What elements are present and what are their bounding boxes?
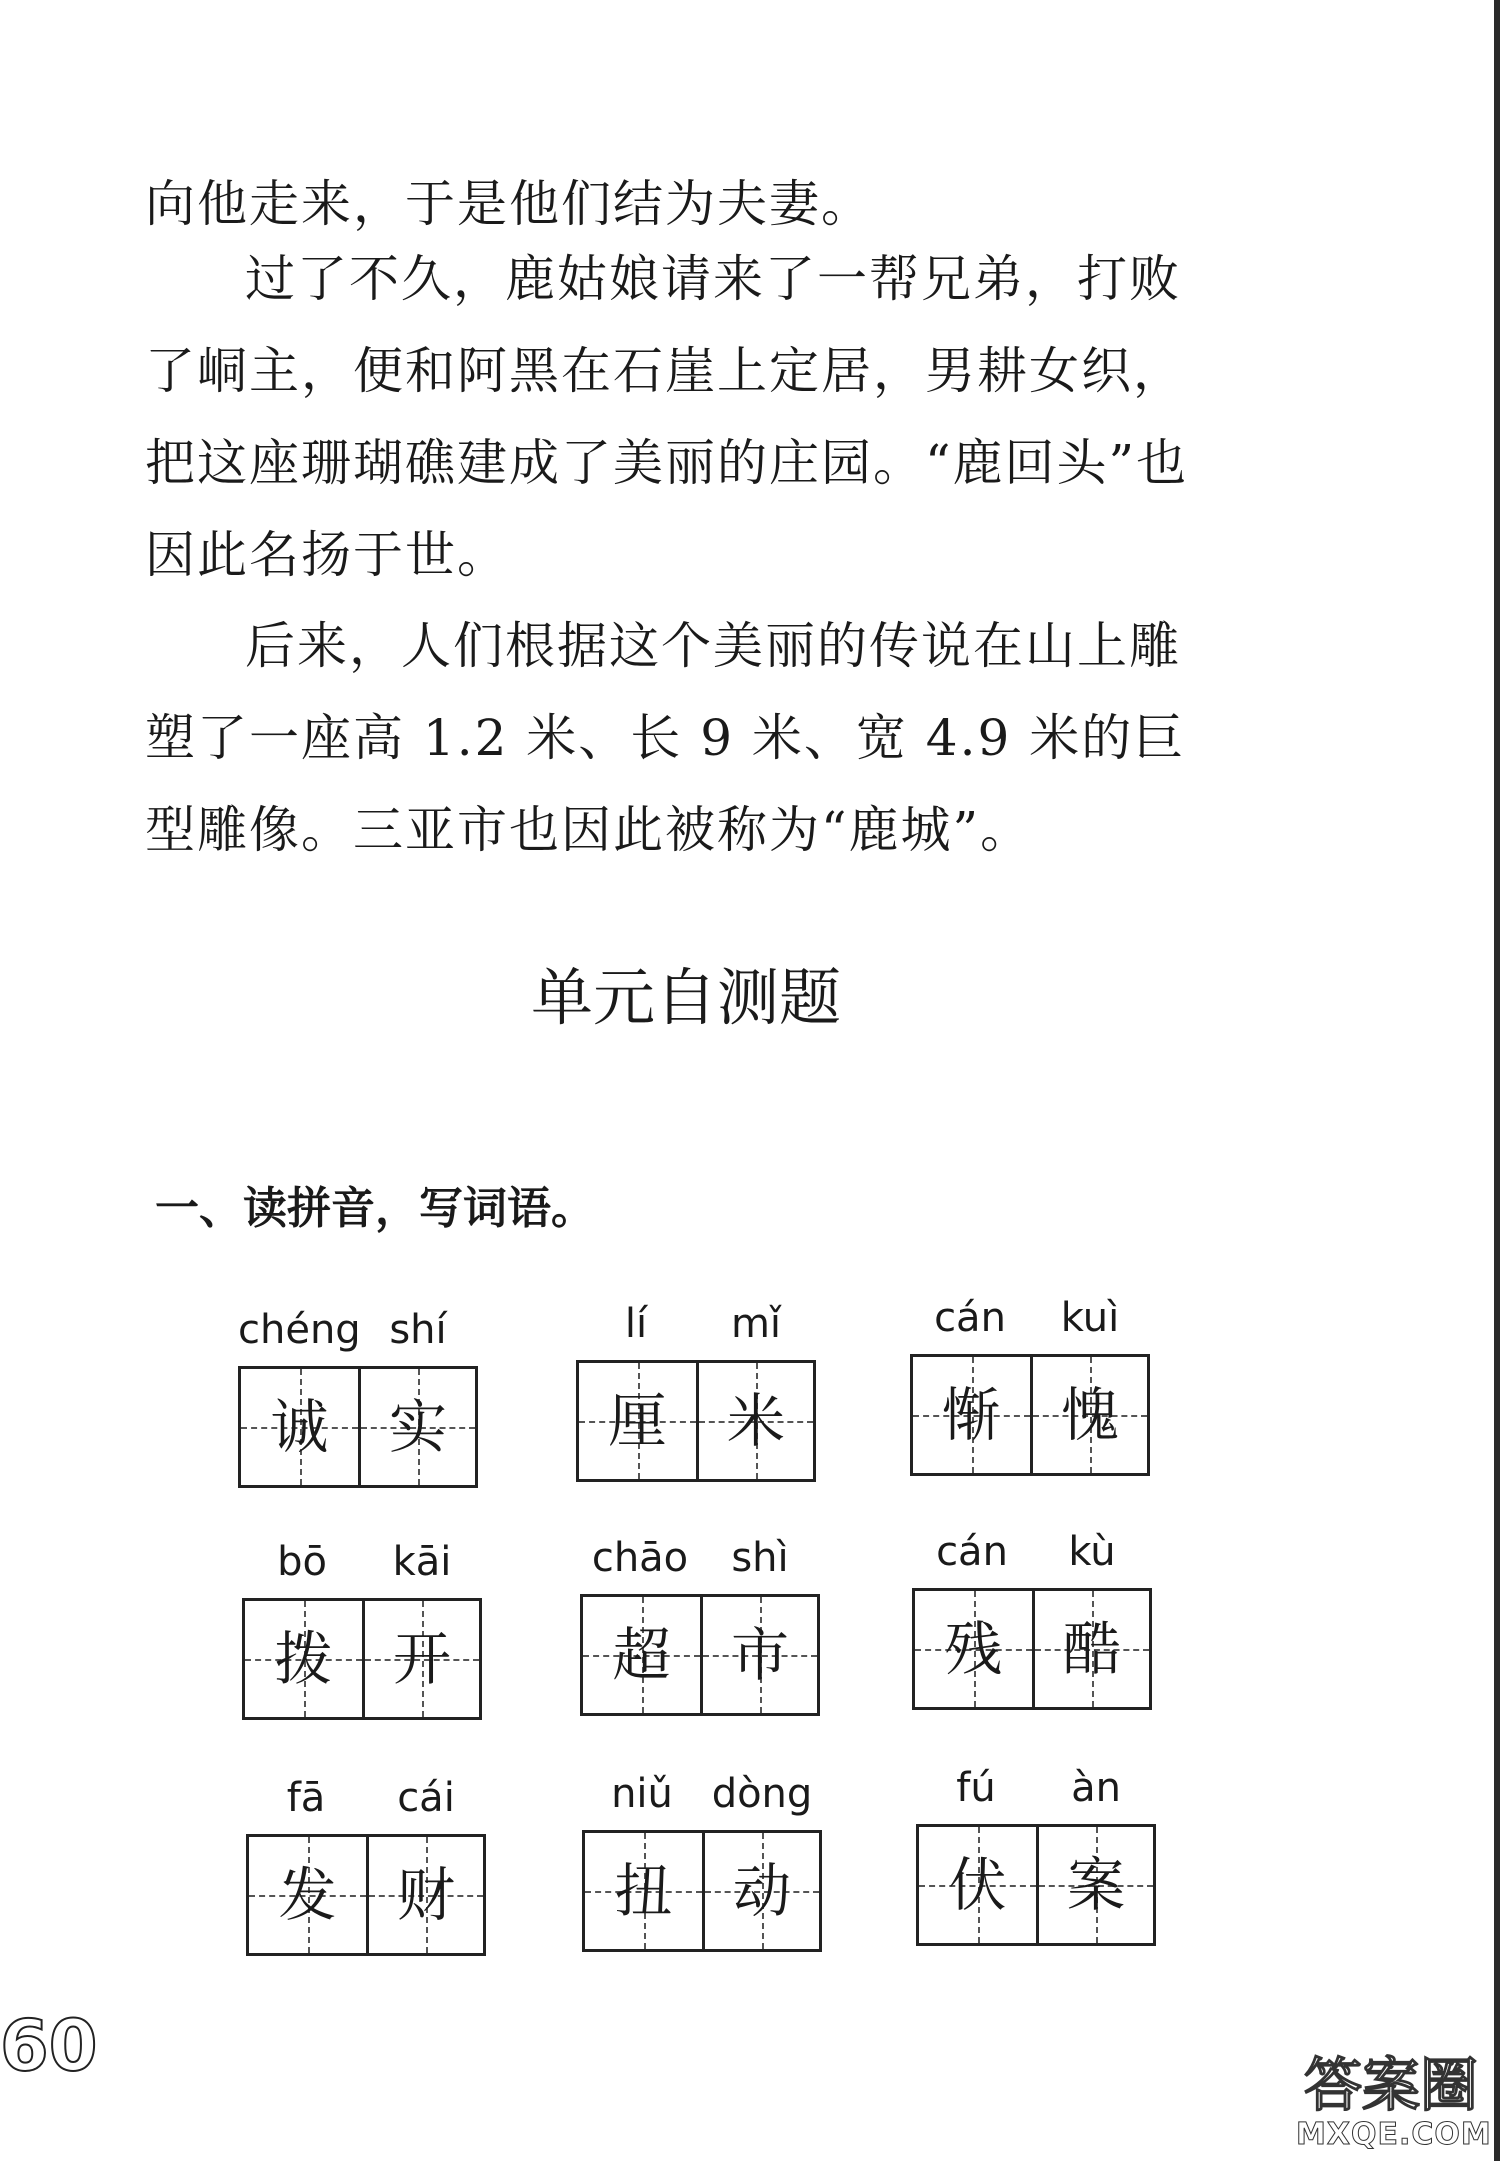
pinyin-row	[238, 1298, 478, 1354]
word-item	[916, 1756, 1156, 1946]
writing-grid	[910, 1354, 1150, 1476]
writing-cell[interactable]	[358, 1369, 475, 1485]
pinyin: cái	[397, 1775, 455, 1821]
writing-cell[interactable]	[366, 1837, 483, 1953]
writing-grid	[582, 1830, 822, 1952]
hanzi: 财	[396, 1861, 455, 1929]
question-1-label: 一、读拼音，写词语。	[155, 1183, 595, 1234]
writing-grid	[242, 1598, 482, 1720]
writing-cell[interactable]	[245, 1601, 362, 1717]
writing-cell[interactable]	[585, 1833, 702, 1949]
writing-cell[interactable]	[696, 1363, 813, 1479]
pinyin: niǔ	[611, 1771, 673, 1817]
hanzi: 案	[1066, 1851, 1125, 1919]
writing-cell[interactable]	[915, 1591, 1032, 1707]
story-paragraph-1: 向他走来，于是他们结为夫妻。	[145, 175, 873, 233]
pinyin-row	[246, 1766, 486, 1822]
writing-grid	[246, 1834, 486, 1956]
writing-cell[interactable]	[241, 1369, 358, 1485]
writing-cell[interactable]	[702, 1833, 819, 1949]
pinyin-row	[912, 1520, 1152, 1576]
writing-grid	[912, 1588, 1152, 1710]
hanzi: 酷	[1062, 1615, 1121, 1683]
hanzi: 拨	[274, 1625, 333, 1693]
pinyin: kāi	[392, 1539, 452, 1585]
page-edge-shadow	[1494, 0, 1500, 2161]
writing-grid	[580, 1594, 820, 1716]
hanzi: 伏	[948, 1851, 1007, 1919]
pinyin-row	[242, 1530, 482, 1586]
story-paragraph-3: 后来，人们根据这个美丽的传说在山上雕塑了一座高 1.2 米、长 9 米、宽 4.9 米的巨型雕像。三亚市也因此被称为“鹿城”。	[145, 617, 1186, 859]
word-item	[576, 1292, 816, 1482]
word-item	[246, 1766, 486, 1956]
writing-cell[interactable]	[583, 1597, 700, 1713]
hanzi: 米	[726, 1387, 785, 1455]
writing-grid	[238, 1366, 478, 1488]
hanzi: 实	[388, 1393, 447, 1461]
watermark-logo	[1296, 2051, 1492, 2153]
writing-cell[interactable]	[1036, 1827, 1153, 1943]
story-paragraph-2: 过了不久，鹿姑娘请来了一帮兄弟，打败了峒主，便和阿黑在石崖上定居，男耕女织，把这座珊瑚礁建成了美丽的庄园。“鹿回头”也因此名扬于世。	[145, 250, 1189, 584]
writing-cell[interactable]	[1032, 1591, 1149, 1707]
pinyin-row	[580, 1526, 820, 1582]
hanzi: 愧	[1060, 1381, 1119, 1449]
writing-grid	[576, 1360, 816, 1482]
pinyin-row	[916, 1756, 1156, 1812]
hanzi: 残	[944, 1615, 1003, 1683]
word-item	[238, 1298, 478, 1488]
watermark-title: 答案圈	[1303, 2051, 1478, 2119]
word-item	[242, 1530, 482, 1720]
word-item	[912, 1520, 1152, 1710]
writing-cell[interactable]	[913, 1357, 1030, 1473]
pinyin: shí	[389, 1307, 447, 1353]
watermark-site: MXQE.COM	[1296, 2117, 1492, 2152]
pinyin: kuì	[1060, 1295, 1120, 1341]
hanzi: 市	[730, 1621, 789, 1689]
pinyin: mǐ	[730, 1301, 782, 1347]
pinyin: bō	[277, 1539, 327, 1585]
pinyin: chéng	[238, 1307, 361, 1353]
writing-cell[interactable]	[1030, 1357, 1147, 1473]
pinyin: cán	[934, 1295, 1006, 1341]
hanzi: 扭	[614, 1857, 673, 1925]
pinyin: àn	[1071, 1765, 1121, 1811]
writing-cell[interactable]	[579, 1363, 696, 1479]
page-number: 60	[0, 2005, 98, 2087]
pinyin: fú	[956, 1765, 996, 1811]
pinyin: chāo	[591, 1535, 689, 1581]
pinyin: fā	[286, 1775, 326, 1821]
hanzi: 开	[392, 1625, 451, 1693]
section-title: 单元自测题	[530, 961, 841, 1034]
writing-cell[interactable]	[362, 1601, 479, 1717]
pinyin: lí	[624, 1301, 648, 1347]
writing-cell[interactable]	[249, 1837, 366, 1953]
hanzi: 动	[732, 1857, 791, 1925]
word-item	[582, 1762, 822, 1952]
writing-cell[interactable]	[700, 1597, 817, 1713]
pinyin: kù	[1068, 1529, 1116, 1575]
pinyin: dòng	[711, 1771, 813, 1817]
word-item	[580, 1526, 820, 1716]
pinyin-row	[910, 1286, 1150, 1342]
pinyin: cán	[936, 1529, 1008, 1575]
word-item	[910, 1286, 1150, 1476]
hanzi: 诚	[270, 1393, 329, 1461]
pinyin-row	[576, 1292, 816, 1348]
writing-grid	[916, 1824, 1156, 1946]
hanzi: 发	[278, 1861, 337, 1929]
pinyin: shì	[731, 1535, 789, 1581]
pinyin-row	[582, 1762, 822, 1818]
hanzi: 厘	[608, 1387, 667, 1455]
hanzi: 超	[612, 1621, 671, 1689]
writing-cell[interactable]	[919, 1827, 1036, 1943]
hanzi: 惭	[942, 1381, 1001, 1449]
